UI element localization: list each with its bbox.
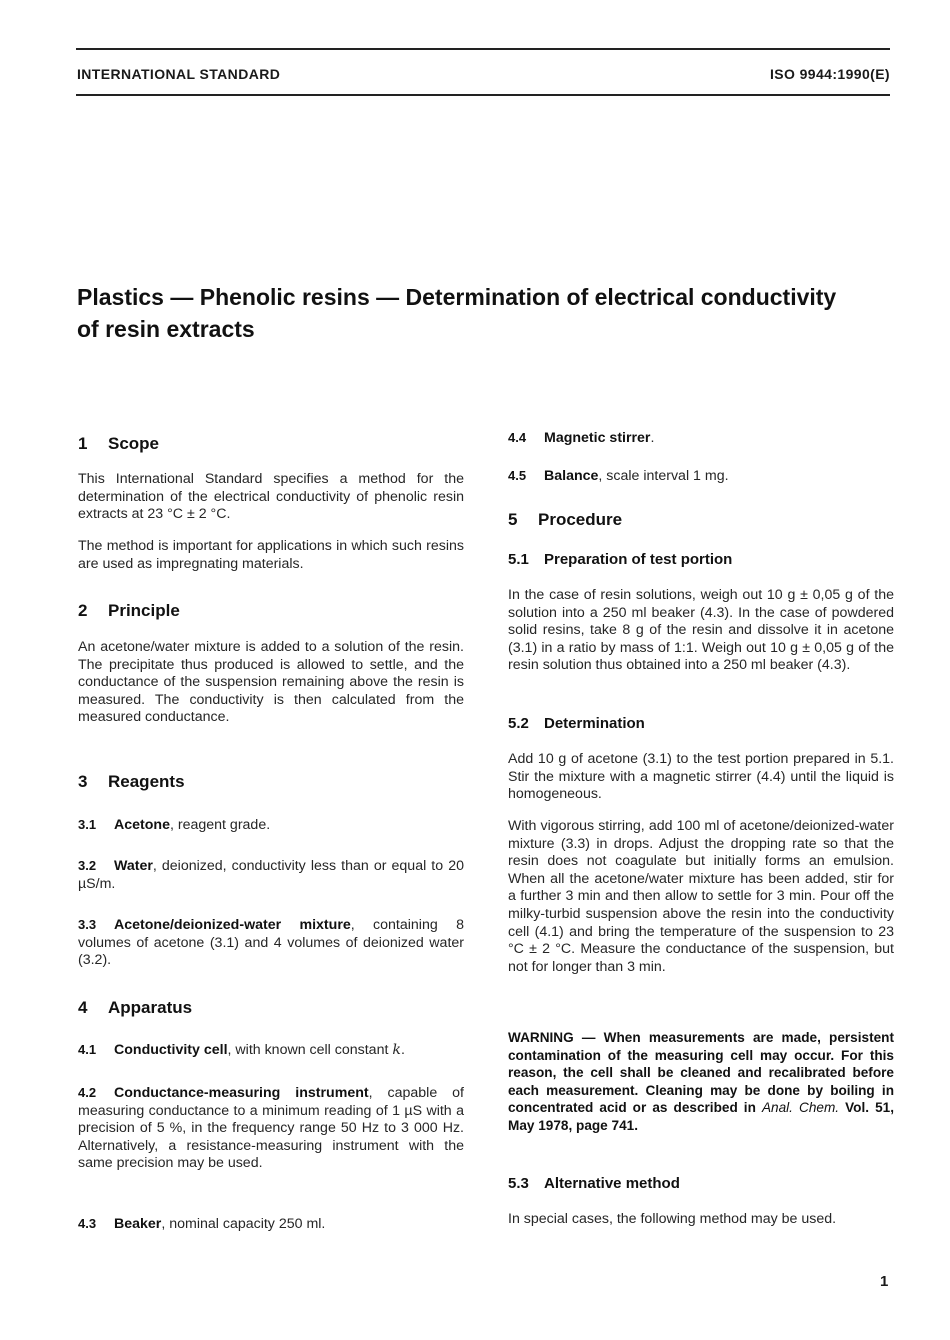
section-5-2-paragraph-2: With vigorous stirring, add 100 ml of acetone/deionized-water mixture (3.3) in drops. Adjust the dropping rate so that the resin does not coagulate but initially forms an emulsion. When all the acetone/water mixture has been added, stir for a further 3 min and then allow to settle for 3 min. Pour off the milky-turbid suspension above the resin into the conductivity cell (4.1) and bring the temperature of the suspension to 23 °C ± 2 °C. Measure the conductance of the suspension, but not for longer than 3 min. [508, 818, 894, 975]
item-3-2: 3.2 Water, deionized, conductivity less than or equal to 20 µS/m. [78, 858, 464, 892]
section-5-1-paragraph-1: In the case of resin solutions, weigh out 10 g ± 0,05 g of the solution into a 250 ml beaker (4.3). In the case of powdered solid resins, take 8 g of the resin and dissolve it in acetone (3.1) in a ratio by mass of 1:1. Weigh out 10 g ± 0,05 g of the resin solution thus obtained into a 250 ml beaker (4.3). [508, 587, 894, 674]
item-4-3: 4.3 Beaker, nominal capacity 250 ml. [78, 1216, 326, 1232]
section-5-heading: 5 Procedure [508, 510, 623, 529]
item-4-2: 4.2 Conductance-measuring instrument, capable of measuring conductance to a minimum reading of 1 µS with a precision of 5 %, in the frequency range 50 Hz to 3 000 Hz. Alternatively, a resistance-measuring instrument with the same precision may be used. [78, 1085, 464, 1172]
item-3-1: 3.1 Acetone, reagent grade. [78, 817, 271, 833]
section-5-3-paragraph-1: In special cases, the following method may be used. [508, 1211, 837, 1227]
section-5-3-heading: 5.3 Alternative method [508, 1175, 680, 1192]
item-3-3: 3.3 Acetone/deionized-water mixture, containing 8 volumes of acetone (3.1) and 4 volumes of deionized water (3.2). [78, 917, 464, 969]
item-4-1: 4.1 Conductivity cell, with known cell constant k. [78, 1042, 405, 1058]
section-1-paragraph-2: The method is important for applications in which such resins are used as impregnating materials. [78, 538, 464, 572]
page-number: 1 [880, 1273, 889, 1290]
section-3-heading: 3 Reagents [78, 772, 185, 791]
header-standard-number: ISO 9944:1990(E) [769, 66, 890, 82]
section-4-heading: 4 Apparatus [78, 998, 193, 1017]
journal-name: Anal. Chem. [761, 1100, 840, 1116]
item-4-5: 4.5 Balance, scale interval 1 mg. [508, 468, 729, 484]
section-5-2-paragraph-1: Add 10 g of acetone (3.1) to the test portion prepared in 5.1. Stir the mixture with a magnetic stirrer (4.4) until the liquid is homogeneous. [508, 751, 894, 803]
section-2-paragraph-1: An acetone/water mixture is added to a solution of the resin. The precipitate thus produced is allowed to settle, and the conductance of the suspension remaining above the resin is measured. The conductivity is then calculated from the measured conductance. [78, 639, 464, 726]
section-5-2-heading: 5.2 Determination [508, 715, 645, 732]
header-bottom-rule [76, 94, 890, 96]
header-top-rule [76, 48, 890, 50]
section-2-heading: 2 Principle [78, 601, 180, 620]
section-1-heading: 1 Scope [78, 434, 160, 453]
document-title: Plastics — Phenolic resins — Determination of electrical conductivity of resin extracts [77, 284, 837, 342]
section-5-1-heading: 5.1 Preparation of test portion [508, 551, 733, 568]
warning-paragraph: WARNING — When measurements are made, persistent contamination of the measuring cell may occur. For this reason, the cell shall be cleaned and recalibrated before each measurement. Cleaning may be done by boiling in concentrated acid or as described in Anal. Chem. Vol. 51, May 1978, page 741. [508, 1030, 894, 1133]
section-1-paragraph-1: This International Standard specifies a method for the determination of the electrical conductivity of phenolic resin extracts at 23 °C ± 2 °C. [78, 471, 464, 523]
header-standard-type: INTERNATIONAL STANDARD [77, 66, 281, 82]
item-4-4: 4.4 Magnetic stirrer. [508, 430, 655, 446]
